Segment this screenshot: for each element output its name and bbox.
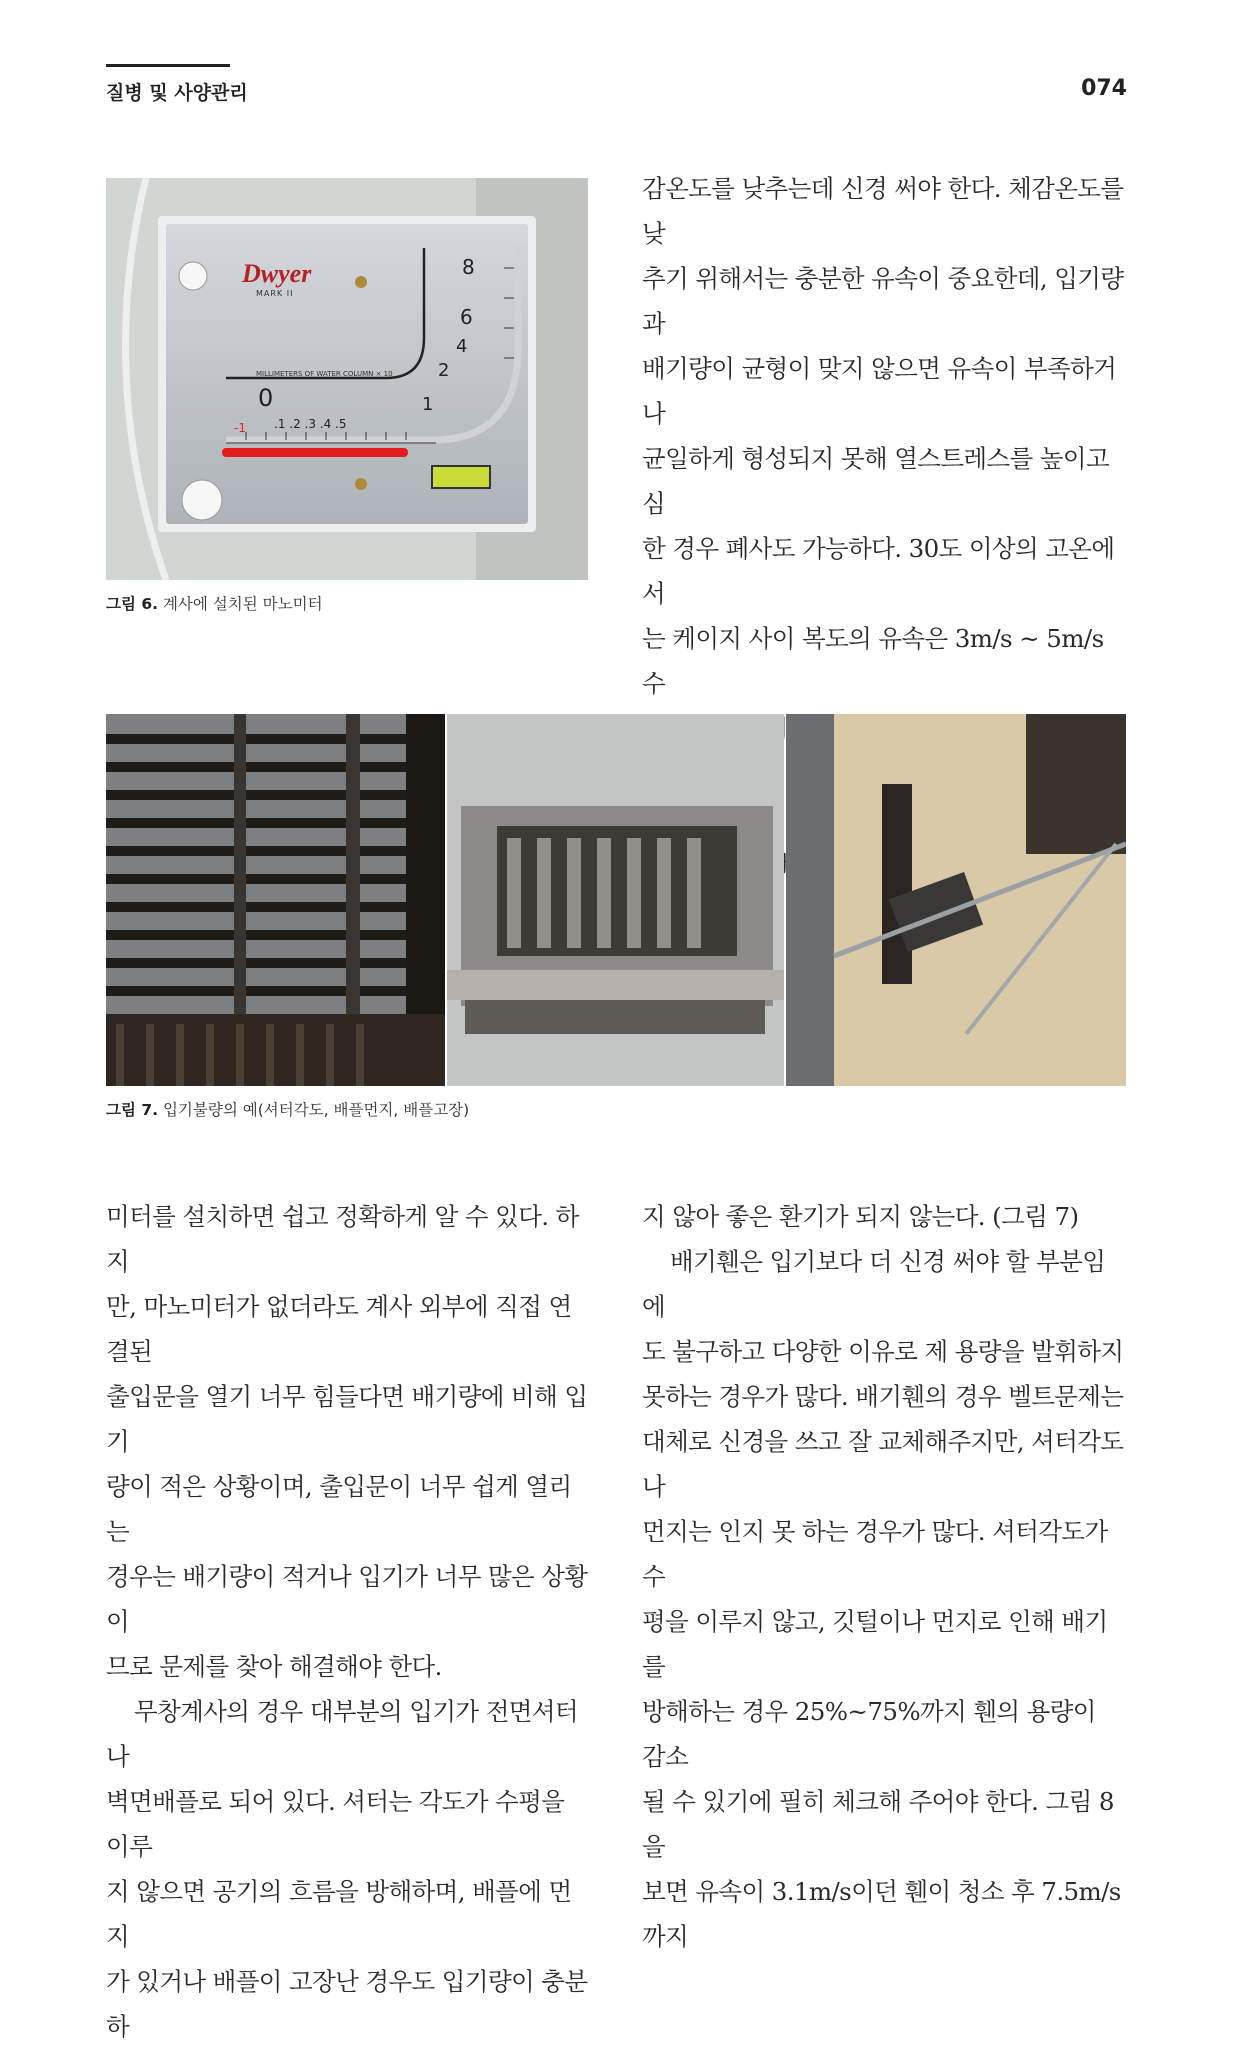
- svg-text:MARK II: MARK II: [256, 289, 294, 298]
- svg-text:1: 1: [422, 394, 434, 415]
- manometer-photo: [106, 178, 588, 580]
- text-line: 대체로 신경을 쓰고 잘 교체해주지만, 셔터각도나: [642, 1427, 1124, 1501]
- svg-text:8: 8: [462, 255, 475, 279]
- shutter-photo-drawing: [106, 714, 445, 1086]
- text-line: 량이 적은 상황이며, 출입문이 너무 쉽게 열리는: [106, 1472, 572, 1546]
- text-line: 지 않아 좋은 환기가 되지 않는다. (그림 7): [642, 1202, 1079, 1231]
- figure7-caption: [106, 1098, 469, 1120]
- svg-text:6: 6: [460, 305, 473, 329]
- figure7-caption-text: 입기불량의 예(셔터각도, 배플먼지, 배플고장): [162, 1101, 470, 1119]
- header-rule: [106, 64, 230, 67]
- text-line: 추기 위해서는 충분한 유속이 중요한데, 입기량과: [642, 264, 1124, 338]
- baffle-photo-drawing: [447, 714, 784, 1086]
- text-line: 무창계사의 경우 대부분의 입기가 전면셔터나: [106, 1697, 578, 1771]
- baffle-dust-photo: [447, 714, 784, 1086]
- bottom-right-column: [642, 1194, 1126, 1959]
- text-line: 못하는 경우가 많다. 배기휀의 경우 벨트문제는: [642, 1382, 1124, 1411]
- text-line: 배기량이 균형이 맞지 않으면 유속이 부족하거나: [642, 354, 1117, 428]
- svg-text:4: 4: [456, 336, 468, 357]
- text-line: 만, 마노미터가 없더라도 계사 외부에 직접 연결된: [106, 1292, 572, 1366]
- bottom-right-paragraph-2: [642, 1239, 1126, 1959]
- text-line: 한 경우 폐사도 가능하다. 30도 이상의 고온에서: [642, 534, 1115, 608]
- text-line: 도 불구하고 다양한 이유로 제 용량을 발휘하지: [642, 1337, 1124, 1366]
- bottom-left-paragraph-1: [106, 1194, 590, 1689]
- text-line: 벽면배플로 되어 있다. 셔터는 각도가 수평을 이루: [106, 1787, 565, 1861]
- bottom-left-paragraph-2: [106, 1689, 590, 2049]
- svg-text:MILLIMETERS OF WATER COLUMN ×: MILLIMETERS OF WATER COLUMN × 10: [256, 370, 393, 378]
- air-inlet-photos: [106, 714, 1126, 1086]
- text-line: 균일하게 형성되지 못해 열스트레스를 높이고 심: [642, 444, 1110, 518]
- svg-text:Dwyer: Dwyer: [242, 259, 312, 288]
- figure6-caption: [106, 592, 323, 614]
- text-line: 될 수 있기에 필히 체크해 주어야 한다. 그림 8을: [642, 1787, 1114, 1861]
- baffle-broken-photo: [786, 714, 1126, 1086]
- figure6-caption-label: 그림 6.: [106, 595, 159, 613]
- svg-text:-1: -1: [234, 421, 246, 435]
- svg-text:2: 2: [438, 360, 450, 381]
- broken-baffle-photo-drawing: [786, 714, 1126, 1086]
- text-line: 먼지는 인지 못 하는 경우가 많다. 셔터각도가 수: [642, 1517, 1108, 1591]
- figure6-caption-text: 계사에 설치된 마노미터: [162, 595, 323, 613]
- text-line: 감온도를 낮추는데 신경 써야 한다. 체감온도를 낮: [642, 174, 1124, 248]
- text-line: 가 있거나 배플이 고장난 경우도 입기량이 충분하: [106, 1967, 588, 2041]
- svg-text:.1 .2 .3 .4 .5: .1 .2 .3 .4 .5: [274, 417, 347, 431]
- figure7-caption-label: 그림 7.: [106, 1101, 159, 1119]
- text-line: 배기휀은 입기보다 더 신경 써야 할 부분임에: [642, 1247, 1106, 1321]
- page-number: 074: [1081, 76, 1127, 101]
- text-line: 경우는 배기량이 적거나 입기가 너무 많은 상황이: [106, 1562, 588, 1636]
- text-line: 평을 이루지 않고, 깃털이나 먼지로 인해 배기를: [642, 1607, 1108, 1681]
- bottom-right-paragraph-1: [642, 1194, 1126, 1239]
- text-line: 므로 문제를 찾아 해결해야 한다.: [106, 1652, 442, 1681]
- text-line: 지 않으면 공기의 흐름을 방해하며, 배플에 먼지: [106, 1877, 572, 1951]
- text-line: 는 케이지 사이 복도의 유속은 3m/s ~ 5m/s 수: [642, 624, 1104, 698]
- bottom-left-column: [106, 1194, 590, 2049]
- manometer-photo-drawing: [106, 178, 588, 580]
- shutter-angle-photo: [106, 714, 445, 1086]
- text-line: 방해하는 경우 25%~75%까지 휀의 용량이 감소: [642, 1697, 1096, 1771]
- section-title: 질병 및 사양관리: [106, 82, 248, 104]
- text-line: 보면 유속이 3.1m/s이던 휀이 청소 후 7.5m/s까지: [642, 1877, 1121, 1951]
- text-line: 미터를 설치하면 쉽고 정확하게 알 수 있다. 하지: [106, 1202, 579, 1276]
- text-line: 출입문을 열기 너무 힘들다면 배기량에 비해 입기: [106, 1382, 588, 1456]
- svg-text:0: 0: [258, 384, 274, 412]
